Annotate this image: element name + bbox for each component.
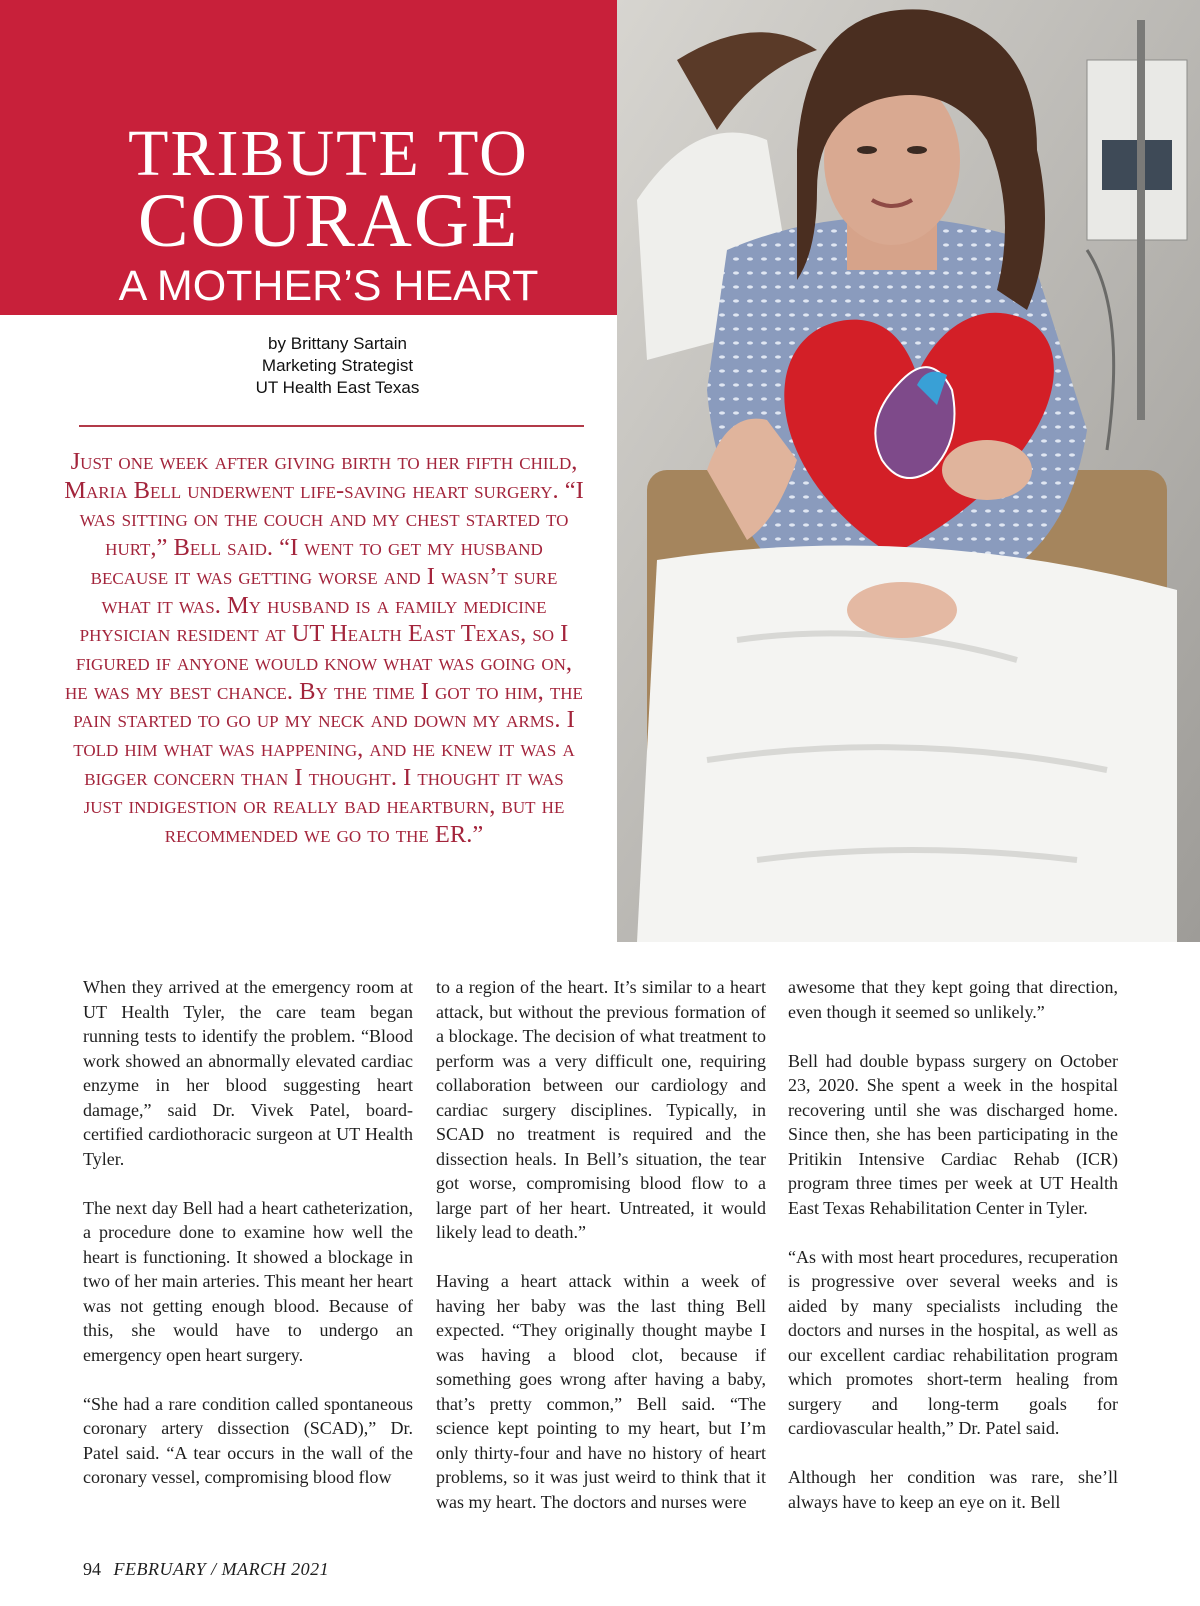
page-footer bbox=[83, 1559, 329, 1580]
paragraph: Bell had double bypass surgery on October 23, 2020. She spent a week in the hospital recovering until she was discharged home. Since then, she has been participating in the Pritikin Intensive Cardiac Rehab (ICR) program three times per week at UT Health East Texas Rehabilitation Center in Tyler. bbox=[788, 1050, 1118, 1218]
byline bbox=[80, 333, 595, 399]
divider-rule bbox=[79, 425, 584, 427]
body-column-2 bbox=[436, 975, 766, 1539]
paragraph: The next day Bell had a heart catheterization, a procedure done to examine how well the heart is functioning. It showed a blockage in two of her main arteries. This meant her heart was not getting enough blood. Because of this, she would have to undergo an emergency open heart surgery. bbox=[83, 1197, 413, 1365]
byline-role: Marketing Strategist bbox=[261, 356, 414, 375]
body-column-1 bbox=[83, 975, 413, 1514]
title-line-2: COURAGE bbox=[137, 179, 520, 263]
byline-org: UT Health East Texas bbox=[255, 378, 420, 397]
page-number: 94 bbox=[83, 1559, 101, 1579]
paragraph: to a region of the heart. It’s similar to a heart attack, but without the previous formation of a blockage. The decision of what treatment to perform was a very difficult one, requiring collaboration between our cardiology and cardiac surgery disciplines. Typically, in SCAD no treatment is required and the dissection heals. In Bell’s situation, the tear got worse, compromising blood flow to a large part of her heart. Untreated, it would likely lead to death.” bbox=[436, 977, 766, 1242]
subtitle: A MOTHER’S HEART bbox=[118, 262, 539, 310]
title-banner bbox=[0, 0, 617, 315]
paragraph: “She had a rare condition called spontaneous coronary artery dissection (SCAD),” Dr. Patel said. “A tear occurs in the wall of the coronary vessel, compromising blood flow bbox=[83, 1393, 413, 1487]
title-line-1: TRIBUTE TO bbox=[128, 117, 529, 190]
pull-quote: Just one week after giving birth to her fifth child, Maria Bell underwent life-saving heart surgery. “I was sitting on the couch and my chest started to hurt,” Bell said. “I went to get my husband because it was getting worse and I wasn’t sure what it was. My husband is a family medicine physician resident at UT Health East Texas, so I figured if anyone would know what was going on, he was my best chance. By the time I got to him, the pain started to go up my neck and down my arms. I told him what was happening, and he knew it was a bigger concern than I thought. I thought it was just indigestion or really bad heartburn, but he recommended we go to the ER.” bbox=[64, 448, 584, 849]
paragraph: When they arrived at the emergency room at UT Health Tyler, the care team began running tests to identify the problem. “Blood work showed an abnormally elevated cardiac enzyme in her blood suggesting heart damage,” said Dr. Vivek Patel, board-certified cardiothoracic surgeon at UT Health Tyler. bbox=[83, 977, 413, 1169]
paragraph: “As with most heart procedures, recuperation is progressive over several weeks and is aided by many specialists including the doctors and nurses in the hospital, as well as our excellent cardiac rehabilitation program which promotes short-term healing from surgery and long-term goals for cardiovascular health,” Dr. Patel said. bbox=[788, 1246, 1118, 1438]
hero-photo bbox=[617, 0, 1200, 942]
paragraph: awesome that they kept going that direction, even though it seemed so unlikely.” bbox=[788, 977, 1118, 1022]
paragraph: Having a heart attack within a week of having her baby was the last thing Bell expected. “They originally thought maybe I was having a blood clot, because if something goes wrong after having a baby, that’s pretty common,” Bell said. “The science kept pointing to my heart, but I’m only thirty-four and have no history of heart problems, so it was just weird to think that it was my heart. The doctors and nurses were bbox=[436, 1271, 766, 1512]
paragraph: Although her condition was rare, she’ll always have to keep an eye on it. Bell bbox=[788, 1467, 1118, 1512]
byline-author: by Brittany Sartain bbox=[268, 334, 407, 353]
issue-date: FEBRUARY / MARCH 2021 bbox=[113, 1559, 330, 1579]
body-column-3 bbox=[788, 975, 1118, 1539]
